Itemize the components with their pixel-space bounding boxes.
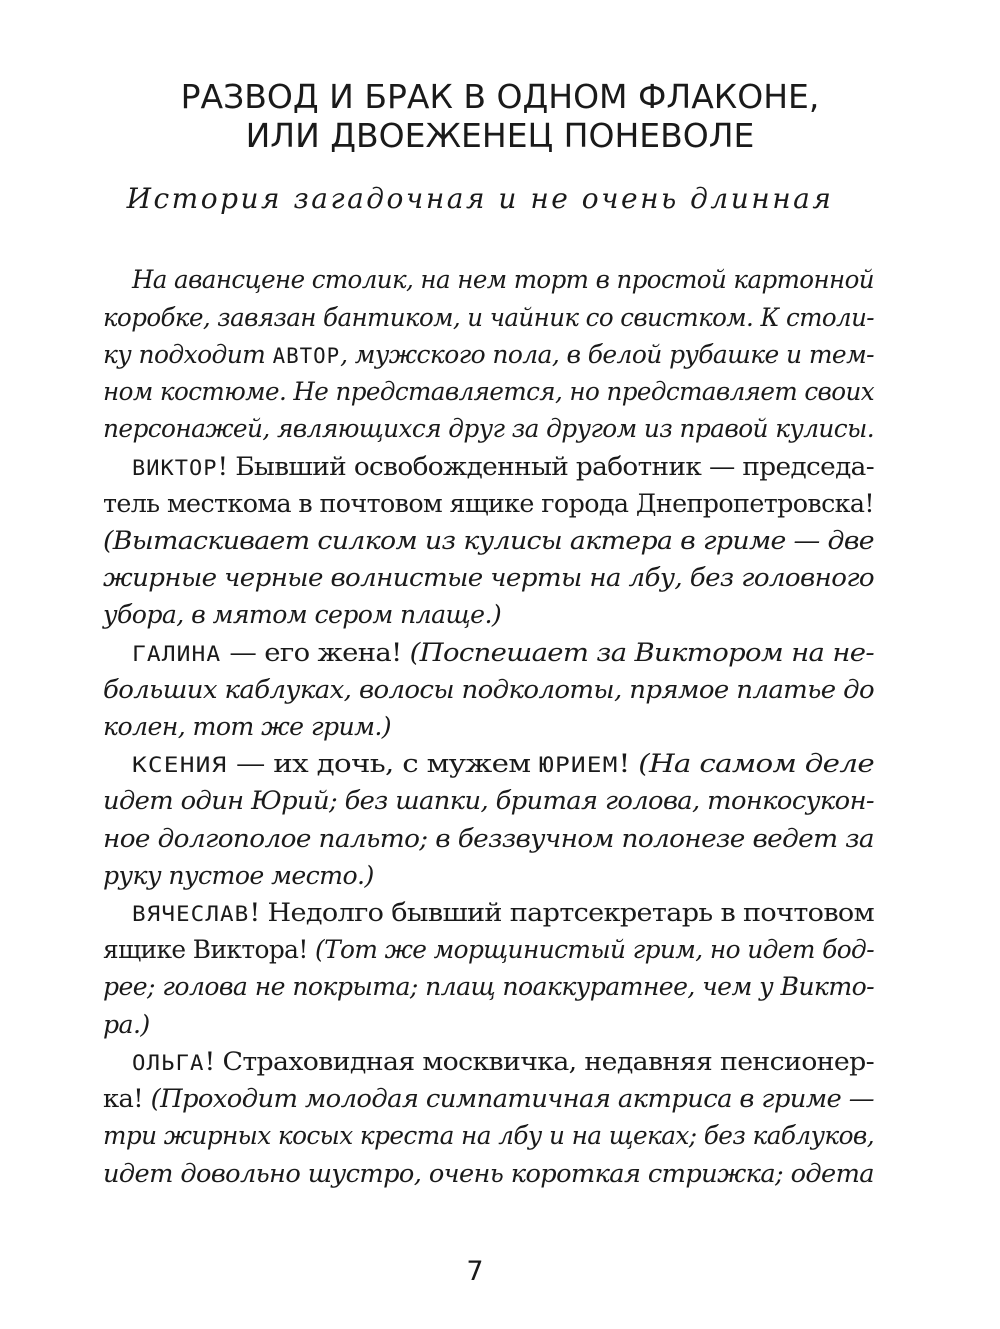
text-line: [103, 712, 391, 741]
stage-direction-text: , мужского пола, в белой рубашке и тем-: [340, 340, 874, 369]
stage-direction-text: колен, тот же грим.): [103, 712, 392, 741]
stage-direction-text: три жирных косых креста на лбу и на щеках; без каблуков,: [103, 1121, 874, 1150]
text-line: [103, 1010, 150, 1039]
character-name: КСЕНИЯ: [132, 753, 228, 777]
dialogue-text: — их дочь, с мужем: [227, 749, 540, 778]
text-line: [103, 675, 874, 704]
character-name: ВЯЧЕСЛАВ: [132, 902, 250, 926]
text-line: [132, 638, 874, 667]
text-line: [103, 786, 874, 815]
stage-direction-text: (Проходит молодая симпатичная актриса в гриме —: [150, 1084, 874, 1113]
dialogue-text: ! Бывший освобожденный работник — председа-: [217, 452, 874, 481]
text-line: [132, 1047, 874, 1076]
stage-direction-text: идет довольно шустро, очень короткая стрижка; одета: [103, 1159, 874, 1188]
page-number: 7: [466, 1256, 484, 1287]
stage-direction-text: ку подходит: [103, 340, 273, 369]
stage-direction-text: (Вытаскивает силком из кулисы актера в гриме — две: [103, 526, 874, 555]
text-line: [103, 489, 874, 518]
character-name: ОЛЬГА: [132, 1051, 205, 1075]
dialogue-text: ! Недолго бывший партсекретарь в почтовом: [249, 898, 875, 927]
chapter-title-line-1: РАЗВОД И БРАК В ОДНОМ ФЛАКОНЕ,: [180, 77, 820, 116]
stage-direction-text: руку пустое место.): [103, 861, 374, 890]
text-line: [103, 563, 874, 592]
text-line: [103, 600, 501, 629]
dialogue-text: ящике Виктора!: [103, 935, 316, 964]
text-line: [132, 898, 874, 927]
text-line: [103, 340, 874, 369]
dialogue-text: !: [618, 749, 639, 778]
stage-direction-text: (Тот же морщинистый грим, но идет бод-: [315, 935, 874, 964]
stage-direction-text: (На самом деле: [638, 749, 874, 778]
stage-direction-text: персонажей, являющихся друг за другом из правой кулисы.: [103, 414, 874, 443]
text-line: [103, 526, 874, 555]
text-line: [132, 265, 874, 294]
dialogue-text: тель месткома в почтовом ящике города Днепропетровска!: [103, 489, 874, 518]
text-line: [103, 377, 874, 406]
text-line: [103, 1121, 874, 1150]
stage-direction-text: идет один Юрий; без шапки, бритая голова, тонкосукон-: [103, 786, 874, 815]
text-line: [103, 824, 874, 853]
text-line: [103, 303, 874, 332]
text-line: [103, 1084, 874, 1113]
text-line: [103, 1159, 874, 1188]
dialogue-text: ! Страховидная москвичка, недавняя пенсионер-: [204, 1047, 874, 1076]
text-line: [132, 749, 874, 778]
stage-direction-text: ра.): [103, 1010, 150, 1039]
stage-direction-text: ное долгополое пальто; в беззвучном полонезе ведет за: [103, 824, 874, 853]
chapter-title-line-2: ИЛИ ДВОЕЖЕНЕЦ ПОНЕВОЛЕ: [245, 116, 755, 155]
stage-direction-text: убора, в мятом сером плаще.): [103, 600, 502, 629]
dialogue-text: ка!: [103, 1084, 151, 1113]
stage-direction-text: рее; голова не покрыта; плащ поаккуратнее, чем у Викто-: [103, 972, 874, 1001]
character-name: ГАЛИНА: [132, 642, 222, 666]
text-line: [132, 452, 874, 481]
text-line: [103, 935, 874, 964]
text-line: [103, 861, 374, 890]
chapter-subtitle: История загадочная и не очень длинная: [126, 182, 834, 215]
stage-direction-text: коробке, завязан бантиком, и чайник со свистком. К столи-: [103, 303, 874, 332]
stage-direction-text: ном костюме. Не представляется, но представляет своих: [103, 377, 874, 406]
character-name: АВТОР: [272, 344, 341, 368]
stage-direction-text: (Поспешает за Виктором на не-: [409, 638, 875, 667]
character-name: ЮРИЕМ: [539, 753, 619, 777]
text-line: [103, 972, 874, 1001]
stage-direction-text: жирные черные волнистые черты на лбу, без головного: [103, 563, 874, 592]
text-line: [103, 414, 874, 443]
stage-direction-text: На авансцене столик, на нем торт в простой картонной: [132, 265, 874, 294]
character-name: ВИКТОР: [132, 456, 218, 480]
dialogue-text: — его жена!: [221, 638, 410, 667]
stage-direction-text: больших каблуках, волосы подколоты, прямое платье до: [103, 675, 874, 704]
